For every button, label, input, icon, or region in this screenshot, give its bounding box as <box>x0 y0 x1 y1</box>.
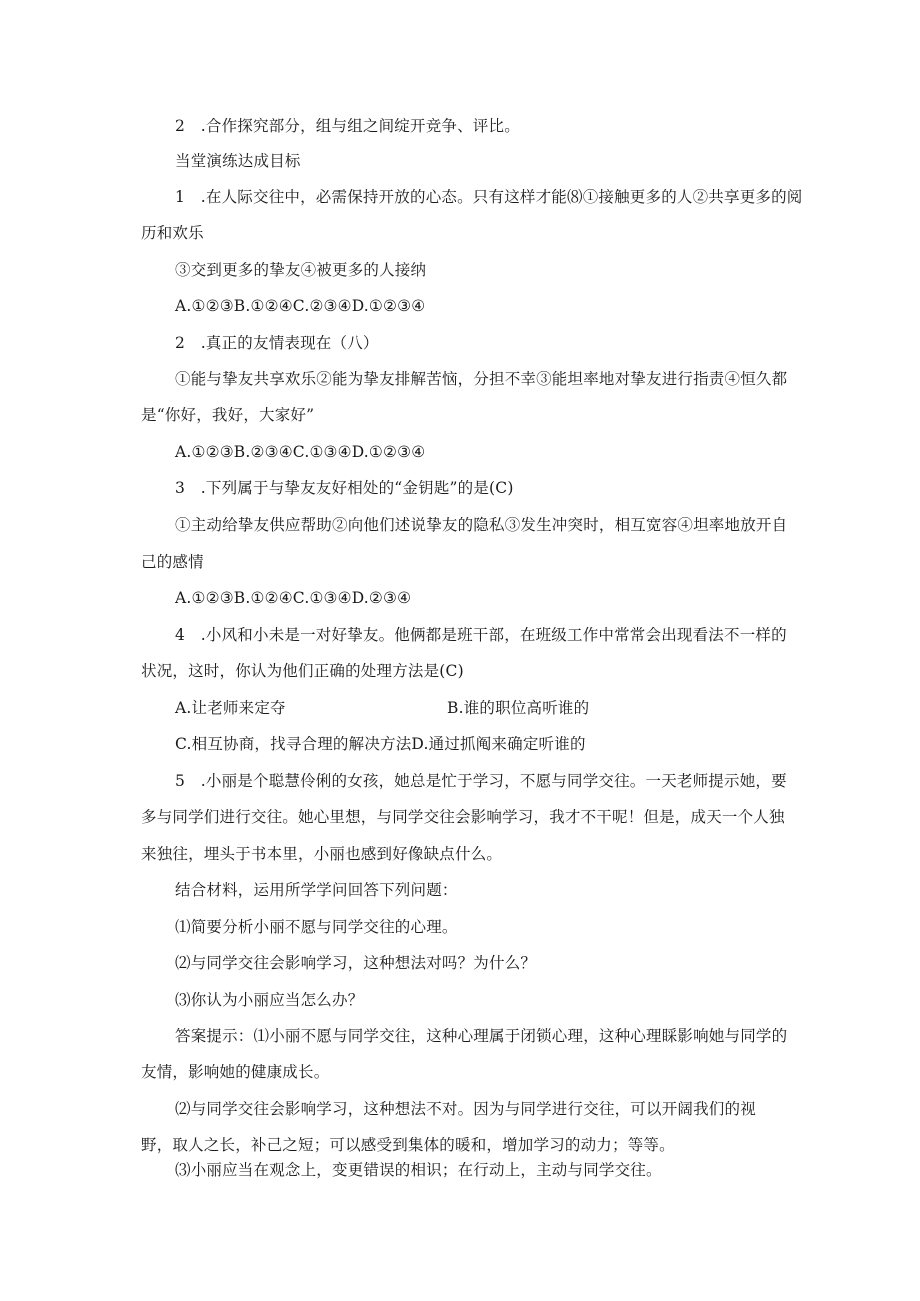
question-1: 1 .在人际交往中，必需保持开放的心态。只有这样才能⑻①接触更多的人②共享更多的阅 <box>175 188 803 206</box>
text-line: 野，取人之长，补己之短；可以感受到集体的暖和，增加学习的动力；等等。 <box>141 1136 675 1154</box>
answer-hint: 答案提示：⑴小丽不愿与同学交往，这种心理属于闭锁心理，这种心理睬影响她与同学的 <box>175 1027 788 1045</box>
text-line: ①主动给挚友供应帮助②向他们述说挚友的隐私③发生冲突时，相互宽容④坦率地放开自 <box>175 516 788 534</box>
text-line: 己的感情 <box>141 553 204 571</box>
question-4: 4 .小风和小未是一对好挚友。他俩都是班干部，在班级工作中常常会出现看法不一样的 <box>175 626 787 644</box>
text-line: ③交到更多的挚友④被更多的人接纳 <box>175 261 427 279</box>
text-line: 多与同学们进行交往。她心里想，与同学交往会影响学习，我才不干呢！但是，成天一个人独 <box>141 808 785 826</box>
text-line: 友情，影响她的健康成长。 <box>141 1063 330 1081</box>
text-line: 状况，这时，你认为他们正确的处理方法是(C) <box>141 662 464 680</box>
text-line: ①能与挚友共享欢乐②能为挚友排解苦恼，分担不幸③能坦率地对挚友进行指责④恒久都 <box>175 370 788 388</box>
question-5: 5 .小丽是个聪慧伶俐的女孩，她总是忙于学习，不愿与同学交往。一天老师提示她，要 <box>175 772 787 790</box>
sub-question-3: ⑶你认为小丽应当怎么办？ <box>175 991 364 1009</box>
sub-question-2: ⑵与同学交往会影响学习，这种想法对吗？为什么？ <box>175 954 537 972</box>
section-heading: 当堂演练达成目标 <box>175 152 301 170</box>
text-line: 历和欢乐 <box>141 224 204 242</box>
answer-options: A.①②③B.①②④C.①③④D.②③④ <box>175 589 412 607</box>
sub-question-1: ⑴简要分析小丽不愿与同学交往的心理。 <box>175 918 458 936</box>
text-line: 结合材料，运用所学学问回答下列问题： <box>175 881 458 899</box>
text-line: 是“你好，我好，大家好” <box>141 406 315 424</box>
question-3: 3 .下列属于与挚友友好相处的“金钥匙”的是(C) <box>175 479 514 497</box>
text-line: 2 .合作探究部分，组与组之间绽开竞争、评比。 <box>175 117 520 135</box>
question-2: 2 .真正的友情表现在（八） <box>175 334 379 352</box>
answer-options: A.①②③B.①②④C.②③④D.①②③④ <box>175 297 426 315</box>
answer-options: C.相互协商，找寻合理的解决方法D.通过抓阄来确定听谁的 <box>175 735 586 753</box>
answer-option-a: A.让老师来定夺 <box>175 699 286 717</box>
answer-options: A.①②③B.②③④C.①③④D.①②③④ <box>175 443 426 461</box>
text-line: 来独往，埋头于书本里，小丽也感到好像缺点什么。 <box>141 845 503 863</box>
answer-option-b: B.谁的职位高听谁的 <box>447 699 590 717</box>
text-line: ⑵与同学交往会影响学习，这种想法不对。因为与同学进行交往，可以开阔我们的视 <box>175 1100 756 1118</box>
text-line: ⑶小丽应当在观念上，变更错误的相识；在行动上，主动与同学交往。 <box>175 1161 662 1179</box>
